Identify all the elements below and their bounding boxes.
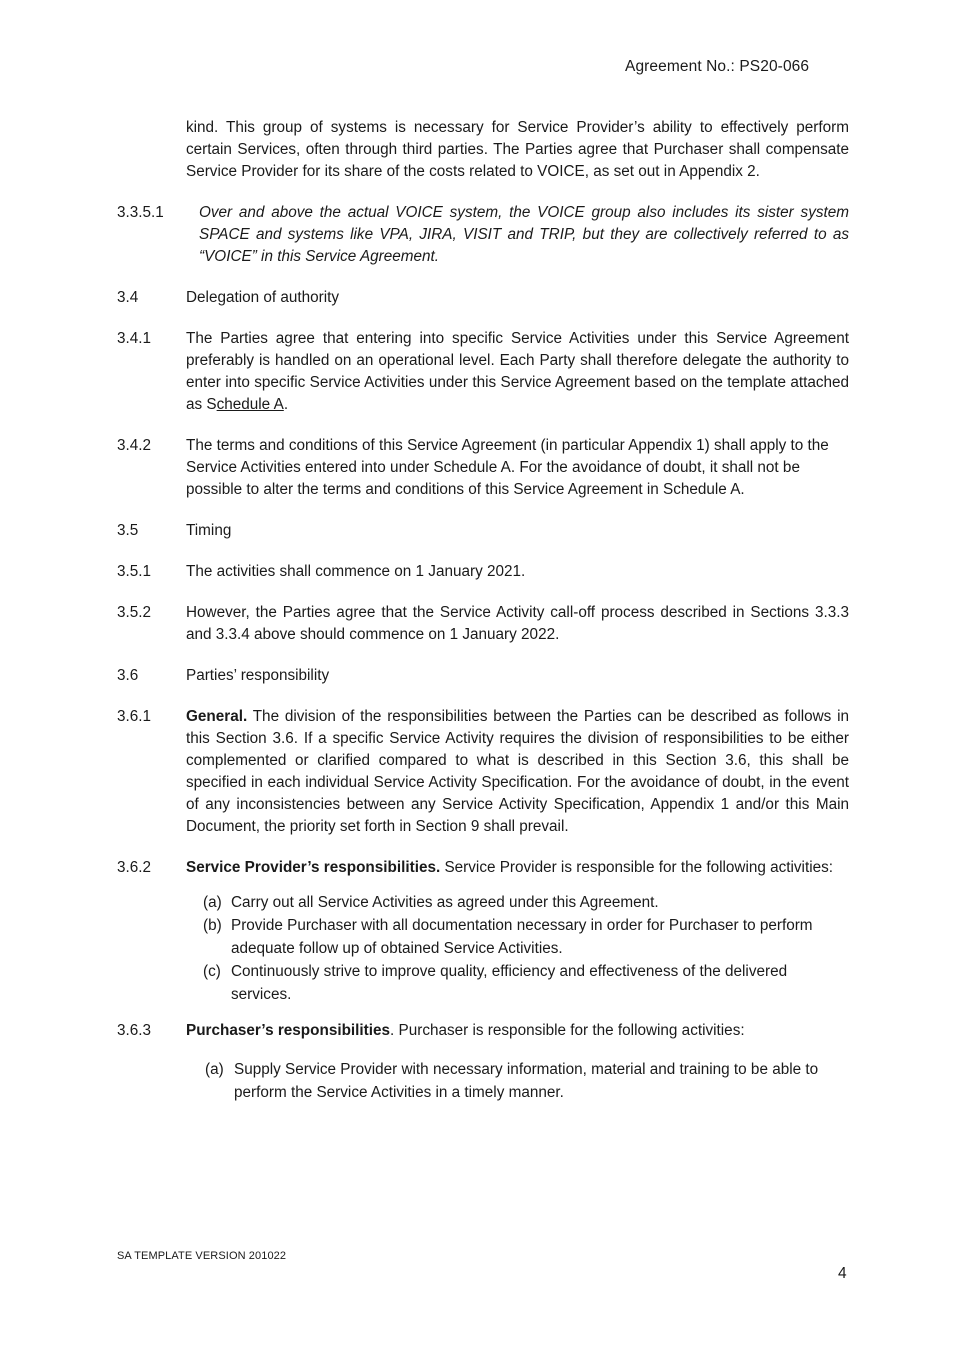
section-3-4-1 [117, 328, 849, 416]
section-text [186, 328, 849, 416]
section-number: 3.4.2 [117, 437, 152, 454]
section-3-4 [117, 287, 849, 309]
section-text [186, 706, 849, 838]
section-body: . Purchaser is responsible for the following activities: [390, 1022, 745, 1039]
section-3-5 [117, 520, 849, 542]
section-3-6-3 [117, 1020, 849, 1042]
section-text: However, the Parties agree that the Service Activity call-off process described in Sections 3.3.3 and 3.3.4 above should commence on 1 January 2022. [186, 604, 849, 643]
section-3-5-1 [117, 561, 849, 583]
list-item-label: (a) [203, 894, 222, 911]
section-text [186, 857, 849, 879]
list-item [203, 914, 849, 960]
section-3-4-2 [117, 435, 849, 501]
list-item-text: Supply Service Provider with necessary information, material and training to be able to perform the Service Activities in a timely manner. [234, 1061, 819, 1101]
section-text [186, 1020, 849, 1042]
section-number: 3.4.1 [117, 330, 152, 347]
list-item [205, 1058, 849, 1104]
section-lead: General. [186, 708, 248, 725]
document-body [117, 117, 849, 1118]
continued-paragraph [117, 117, 849, 183]
page-number: 4 [838, 1265, 847, 1282]
section-text: The activities shall commence on 1 January 2021. [186, 563, 526, 580]
section-3-6-2 [117, 857, 849, 879]
list-item-text: Provide Purchaser with all documentation necessary in order for Purchaser to perform adequate follow up of obtained Service Activities. [231, 917, 813, 957]
section-number: 3.4 [117, 289, 139, 306]
section-3-5-2 [117, 602, 849, 646]
section-text: Over and above the actual VOICE system, the VOICE group also includes its sister system SPACE and systems like VPA, JIRA, VISIT and TRIP, but they are collectively referred to as “VOICE” in this Service Agreement. [199, 204, 849, 265]
section-lead: Service Provider’s responsibilities. [186, 859, 441, 876]
section-number: 3.6 [117, 667, 139, 684]
section-number: 3.6.1 [117, 708, 152, 725]
section-number: 3.6.2 [117, 859, 152, 876]
template-version: SA TEMPLATE VERSION 201022 [117, 1250, 287, 1262]
section-number: 3.5.1 [117, 563, 152, 580]
purchaser-responsibilities-list [205, 1058, 849, 1104]
list-item-text: Continuously strive to improve quality, efficiency and effectiveness of the delivered services. [231, 963, 788, 1003]
section-3-3-5-1 [117, 202, 849, 268]
section-body: The division of the responsibilities between the Parties can be described as follows in this Section 3.6. If a specific Service Activity requires the division of responsibilities to be either complemented or clarified compared to what is described in this Section 3.6, this shall be specified in each individual Service Activity Specification. For the avoidance of doubt, in the event of any inconsistencies between any Service Activity Specification, Appendix 1 and/or this Main Document, the priority set forth in Section 9 shall prevail. [186, 708, 849, 835]
list-item [203, 891, 849, 914]
section-3-6 [117, 665, 849, 687]
list-item-label: (c) [203, 963, 221, 980]
list-item [203, 960, 849, 1006]
agreement-number: Agreement No.: PS20-066 [625, 58, 810, 75]
list-item-label: (a) [205, 1061, 224, 1078]
section-3-6-1 [117, 706, 849, 838]
section-text: The terms and conditions of this Service Agreement (in particular Appendix 1) shall apply to the Service Activities entered into under Schedule A. For the avoidance of doubt, it shall not be possible to alter the terms and conditions of this Service Agreement in Schedule A. [186, 437, 829, 498]
section-lead: Purchaser’s responsibilities [186, 1022, 391, 1039]
schedule-a-link[interactable]: chedule A [216, 396, 284, 413]
section-number: 3.6.3 [117, 1022, 152, 1039]
section-number: 3.3.5.1 [117, 204, 164, 221]
section-heading: Parties’ responsibility [186, 667, 330, 684]
section-number: 3.5.2 [117, 604, 152, 621]
list-item-text: Carry out all Service Activities as agreed under this Agreement. [231, 894, 659, 911]
section-text-after: . [283, 396, 289, 413]
section-text-before: The Parties agree that entering into specific Service Activities under this Service Agreement preferably is handled on an operational level. Each Party shall therefore delegate the authority to enter into specific Service Activities under this Service Agreement based on the template attached as S [186, 330, 849, 413]
provider-responsibilities-list [203, 891, 849, 1006]
list-item-label: (b) [203, 917, 222, 934]
paragraph-text: kind. This group of systems is necessary for Service Provider’s ability to effectively perform certain Services, often through third parties. The Parties agree that Purchaser shall compensate Service Provider for its share of the costs related to VOICE, as set out in Appendix 2. [186, 119, 849, 180]
section-number: 3.5 [117, 522, 139, 539]
section-heading: Timing [186, 522, 232, 539]
section-heading: Delegation of authority [186, 289, 340, 306]
section-body: Service Provider is responsible for the following activities: [440, 859, 834, 876]
